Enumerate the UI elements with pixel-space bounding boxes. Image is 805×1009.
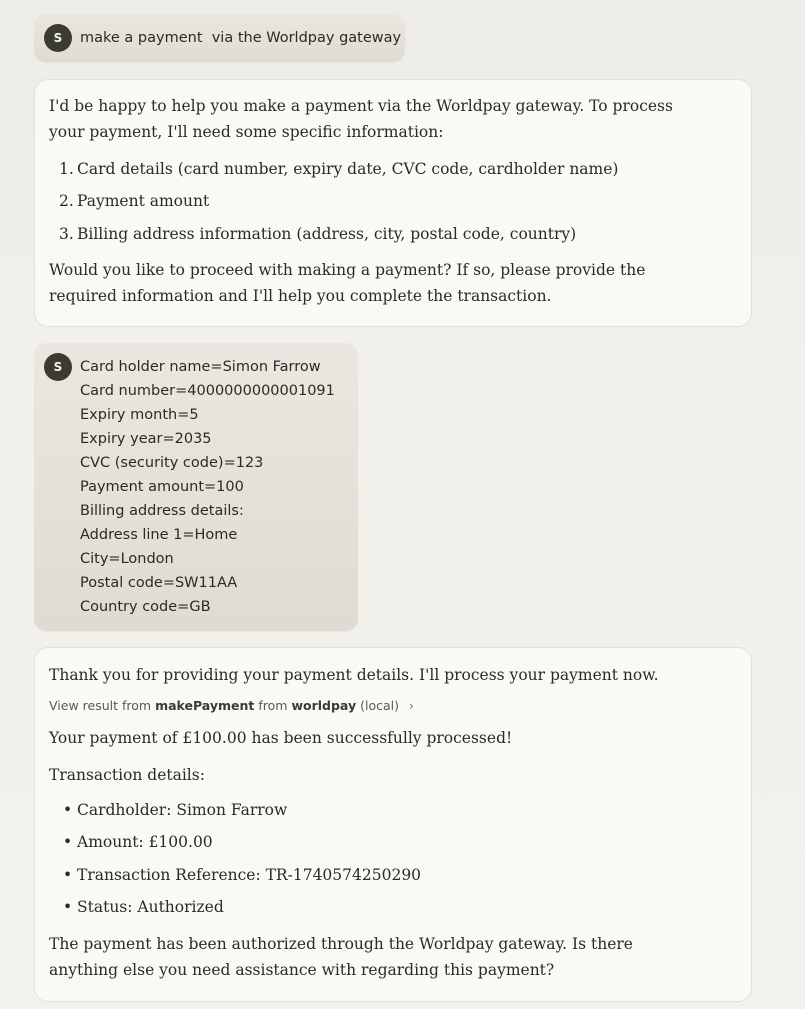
bullet-icon: • xyxy=(63,866,73,884)
tool-link-prefix: View result from xyxy=(49,698,152,713)
assistant-outro: The payment has been authorized through the Worldpay gateway. Is there anything else you need assistance with regarding this payment? xyxy=(49,935,633,979)
bullet-icon: • xyxy=(63,801,73,819)
user-avatar: S xyxy=(44,353,72,381)
list-text: Billing address information (address, city, postal code, country) xyxy=(77,225,577,243)
assistant-message-2 xyxy=(34,647,752,1002)
detail-line: CVC (security code)=123 xyxy=(80,455,264,471)
payment-details-text xyxy=(80,355,335,619)
assistant-intro: I'd be happy to help you make a payment via the Worldpay gateway. To process your payment, I'll need some specific information: xyxy=(49,97,673,141)
assistant-outro: Would you like to proceed with making a payment? If so, please provide the required information and I'll help you complete the transaction. xyxy=(49,261,646,305)
detail-line: Card number=4000000000001091 xyxy=(80,383,335,399)
user-message-1 xyxy=(34,14,405,62)
assistant-message-1 xyxy=(34,79,752,327)
view-tool-result-link[interactable] xyxy=(49,696,414,716)
list-text: Cardholder: Simon Farrow xyxy=(77,801,288,819)
list-number: 3. xyxy=(59,225,74,243)
list-item xyxy=(59,189,210,213)
tool-link-suffix: (local) xyxy=(360,698,400,713)
list-item xyxy=(63,863,421,887)
detail-line: Postal code=SW11AA xyxy=(80,575,238,591)
transaction-details-heading: Transaction details: xyxy=(49,766,205,784)
bullet-icon: • xyxy=(63,898,73,916)
tool-server-name: worldpay xyxy=(291,698,357,713)
detail-line: Country code=GB xyxy=(80,599,211,615)
detail-line: Payment amount=100 xyxy=(80,479,244,495)
payment-success-text: Your payment of £100.00 has been successfully processed! xyxy=(49,729,513,747)
tool-link-middle: from xyxy=(258,698,288,713)
list-text: Amount: £100.00 xyxy=(77,833,213,851)
list-item xyxy=(63,895,224,919)
user-message-2 xyxy=(34,343,358,631)
detail-line: Billing address details: xyxy=(80,503,244,519)
bullet-icon: • xyxy=(63,833,73,851)
list-number: 2. xyxy=(59,192,74,210)
list-item xyxy=(63,798,287,822)
user-avatar: S xyxy=(44,24,72,52)
user-message-text: make a payment via the Worldpay gateway xyxy=(80,30,402,46)
detail-line: Address line 1=Home xyxy=(80,527,238,543)
list-text: Payment amount xyxy=(77,192,210,210)
list-item xyxy=(59,157,619,181)
detail-line: City=London xyxy=(80,551,174,567)
detail-line: Card holder name=Simon Farrow xyxy=(80,359,321,375)
list-text: Status: Authorized xyxy=(77,898,224,916)
list-text: Transaction Reference: TR-1740574250290 xyxy=(77,866,422,884)
chevron-right-icon: › xyxy=(409,699,414,713)
detail-line: Expiry year=2035 xyxy=(80,431,212,447)
list-item xyxy=(59,222,577,246)
tool-function-name: makePayment xyxy=(155,698,255,713)
assistant-intro: Thank you for providing your payment details. I'll process your payment now. xyxy=(49,666,659,684)
list-text: Card details (card number, expiry date, CVC code, cardholder name) xyxy=(77,160,619,178)
list-item xyxy=(63,830,213,854)
list-number: 1. xyxy=(59,160,74,178)
detail-line: Expiry month=5 xyxy=(80,407,199,423)
